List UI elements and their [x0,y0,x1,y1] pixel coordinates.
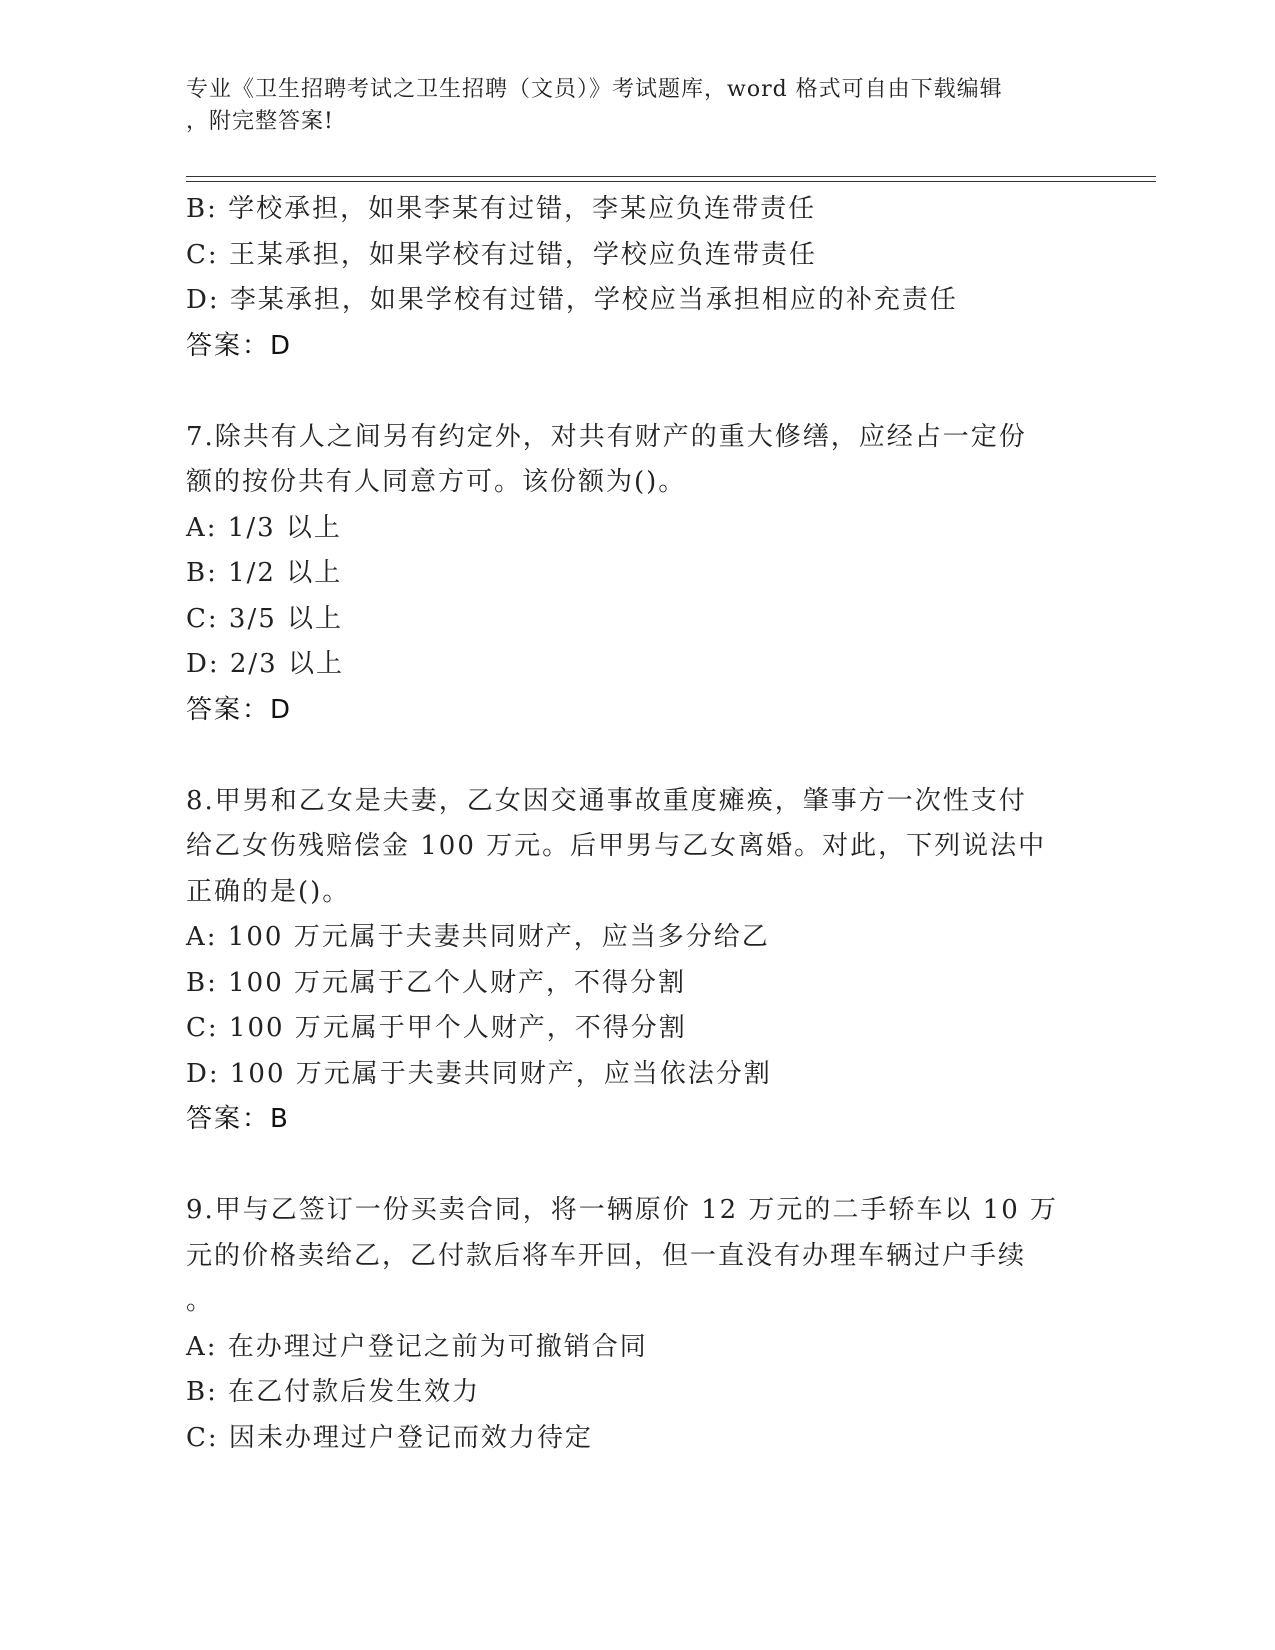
header-divider-bottom [186,181,1156,182]
q9-option-c: C: 因未办理过户登记而效力待定 [186,1422,593,1453]
q9-option-a: A: 在办理过户登记之前为可撤销合同 [186,1331,648,1362]
q9-stem-line-3: 。 [186,1286,215,1316]
q7-option-a: A: 1/3 以上 [186,512,342,543]
q8-stem-line-3: 正确的是()。 [186,876,351,907]
spacer [186,369,1086,415]
q6-option-c: C: 王某承担，如果学校有过错，学校应负连带责任 [186,239,817,270]
q6-option-b: B: 学校承担，如果李某有过错，李某应负连带责任 [186,194,817,224]
q7-option-b: B: 1/2 以上 [186,558,343,588]
q7-option-d: D: 2/3 以上 [186,649,344,679]
q8-option-d: D: 100 万元属于夫妻共同财产，应当依法分割 [186,1058,772,1089]
q8-option-b: B: 100 万元属于乙个人财产，不得分割 [186,967,687,998]
spacer [186,733,1086,779]
q6-answer: 答案：D [186,330,293,361]
q9-option-b: B: 在乙付款后发生效力 [186,1377,481,1407]
q7-stem-line-1: 7.除共有人之间另有约定外，对共有财产的重大修缮，应经占一定份 [186,421,1027,452]
header-line-2: ，附完整答案! [186,109,334,134]
q9-stem-line-1: 9.甲与乙签订一份买卖合同，将一辆原价 12 万元的二手轿车以 10 万 [186,1195,1059,1225]
q8-stem-line-2: 给乙女伤残赔偿金 100 万元。后甲男与乙女离婚。对此，下列说法中 [186,831,1047,861]
question-9 [186,1188,1086,1461]
q7-option-c: C: 3/5 以上 [186,603,344,634]
q8-option-c: C: 100 万元属于甲个人财产，不得分割 [186,1013,687,1043]
question-list [186,187,1086,1461]
q7-stem-line-2: 额的按份共有人同意方可。该份额为()。 [186,467,687,497]
q9-stem-line-2: 元的价格卖给乙，乙付款后将车开回，但一直没有办理车辆过户手续 [186,1240,1027,1271]
q8-answer: 答案：B [186,1104,290,1134]
document-header [186,74,1066,138]
question-8 [186,779,1086,1143]
q6-option-d: D: 李某承担，如果学校有过错，学校应当承担相应的补充责任 [186,285,958,315]
header-divider-top [186,176,1156,177]
question-6 [186,187,1086,369]
q7-answer: 答案：D [186,694,293,725]
header-line-1: 专业《卫生招聘考试之卫生招聘（文员）》考试题库，word 格式可自由下载编辑 [186,77,1003,102]
q8-stem-line-1: 8.甲男和乙女是夫妻，乙女因交通事故重度瘫痪，肇事方一次性支付 [186,785,1027,816]
spacer [186,1143,1086,1189]
question-7 [186,415,1086,734]
q8-option-a: A: 100 万元属于夫妻共同财产，应当多分给乙 [186,922,770,952]
